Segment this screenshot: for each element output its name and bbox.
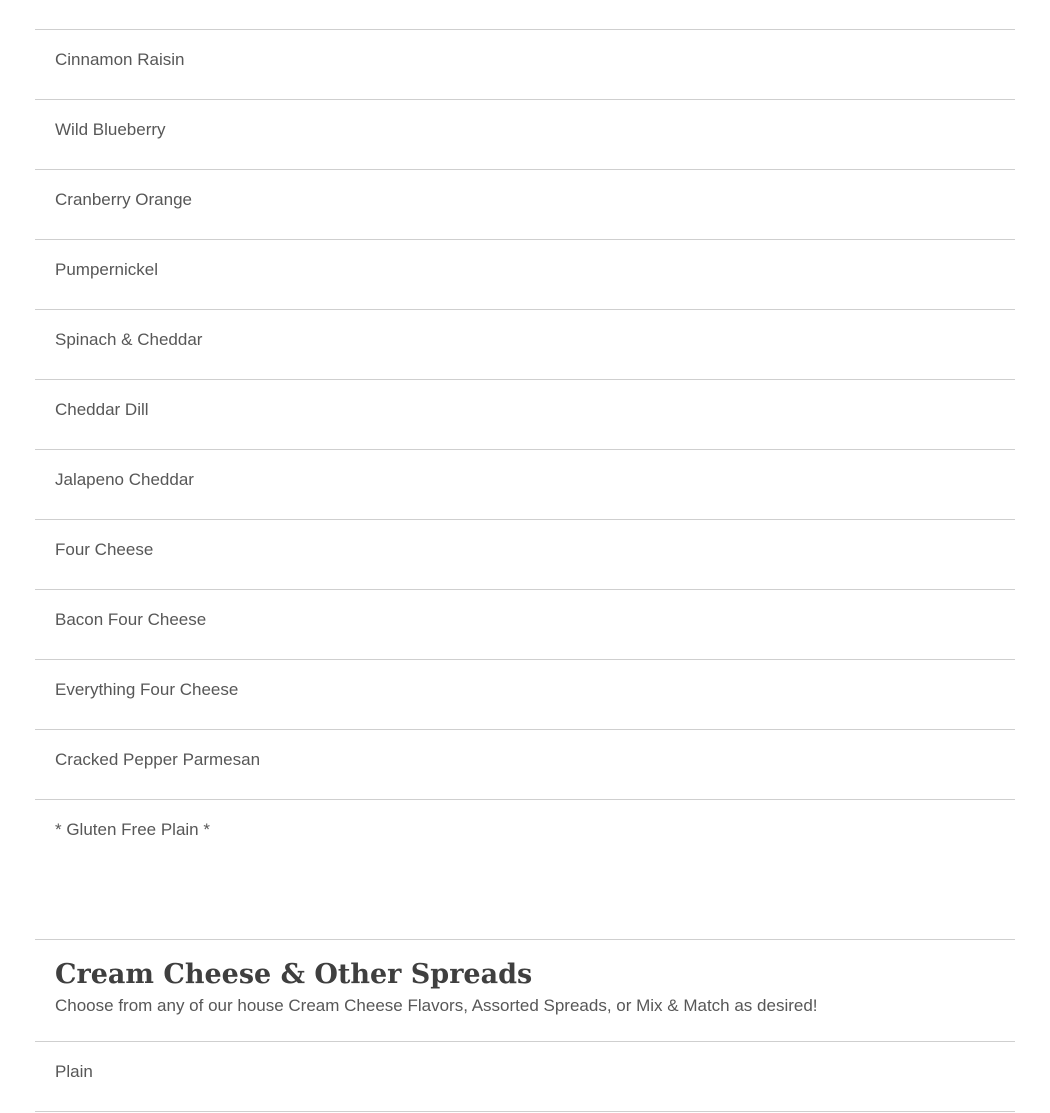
menu-item-label: Plain (55, 1062, 93, 1081)
menu-item-label: Cinnamon Raisin (55, 50, 185, 69)
menu-item-cranberry-orange[interactable] (35, 169, 1015, 239)
section-title: Cream Cheese & Other Spreads (55, 959, 533, 990)
menu-item-four-cheese[interactable] (35, 519, 1015, 589)
menu-item-gluten-free-plain[interactable] (35, 799, 1015, 928)
menu-item-label: Bacon Four Cheese (55, 610, 207, 629)
menu-item-label: Cracked Pepper Parmesan (55, 750, 261, 769)
menu-item-label: Spinach & Cheddar (55, 330, 203, 349)
menu-item-jalapeno-cheddar[interactable] (35, 449, 1015, 519)
menu-item-plain[interactable] (35, 1041, 1015, 1112)
menu-item-bacon-four-cheese[interactable] (35, 589, 1015, 659)
menu-item-label: Wild Blueberry (55, 120, 166, 139)
section-description: Choose from any of our house Cream Cheese Flavors, Assorted Spreads, or Mix & Match as desired! (55, 996, 818, 1015)
menu-item-pumpernickel[interactable] (35, 239, 1015, 309)
menu-item-label: Jalapeno Cheddar (55, 470, 194, 489)
bagel-menu-list (35, 29, 1015, 928)
menu-item-label: Pumpernickel (55, 260, 158, 279)
menu-item-cheddar-dill[interactable] (35, 379, 1015, 449)
menu-item-label: * Gluten Free Plain * (55, 820, 210, 839)
menu-item-label: Four Cheese (55, 540, 154, 559)
menu-item-spinach-cheddar[interactable] (35, 309, 1015, 379)
menu-item-everything-four-cheese[interactable] (35, 659, 1015, 729)
section-header (35, 939, 1015, 1041)
menu-item-label: Cheddar Dill (55, 400, 149, 419)
menu-item-label: Everything Four Cheese (55, 680, 239, 699)
menu-item-label: Cranberry Orange (55, 190, 193, 209)
menu-item-wild-blueberry[interactable] (35, 99, 1015, 169)
menu-item-cracked-pepper-parmesan[interactable] (35, 729, 1015, 799)
spreads-section (35, 939, 1015, 1112)
menu-item-cinnamon-raisin[interactable] (35, 29, 1015, 99)
